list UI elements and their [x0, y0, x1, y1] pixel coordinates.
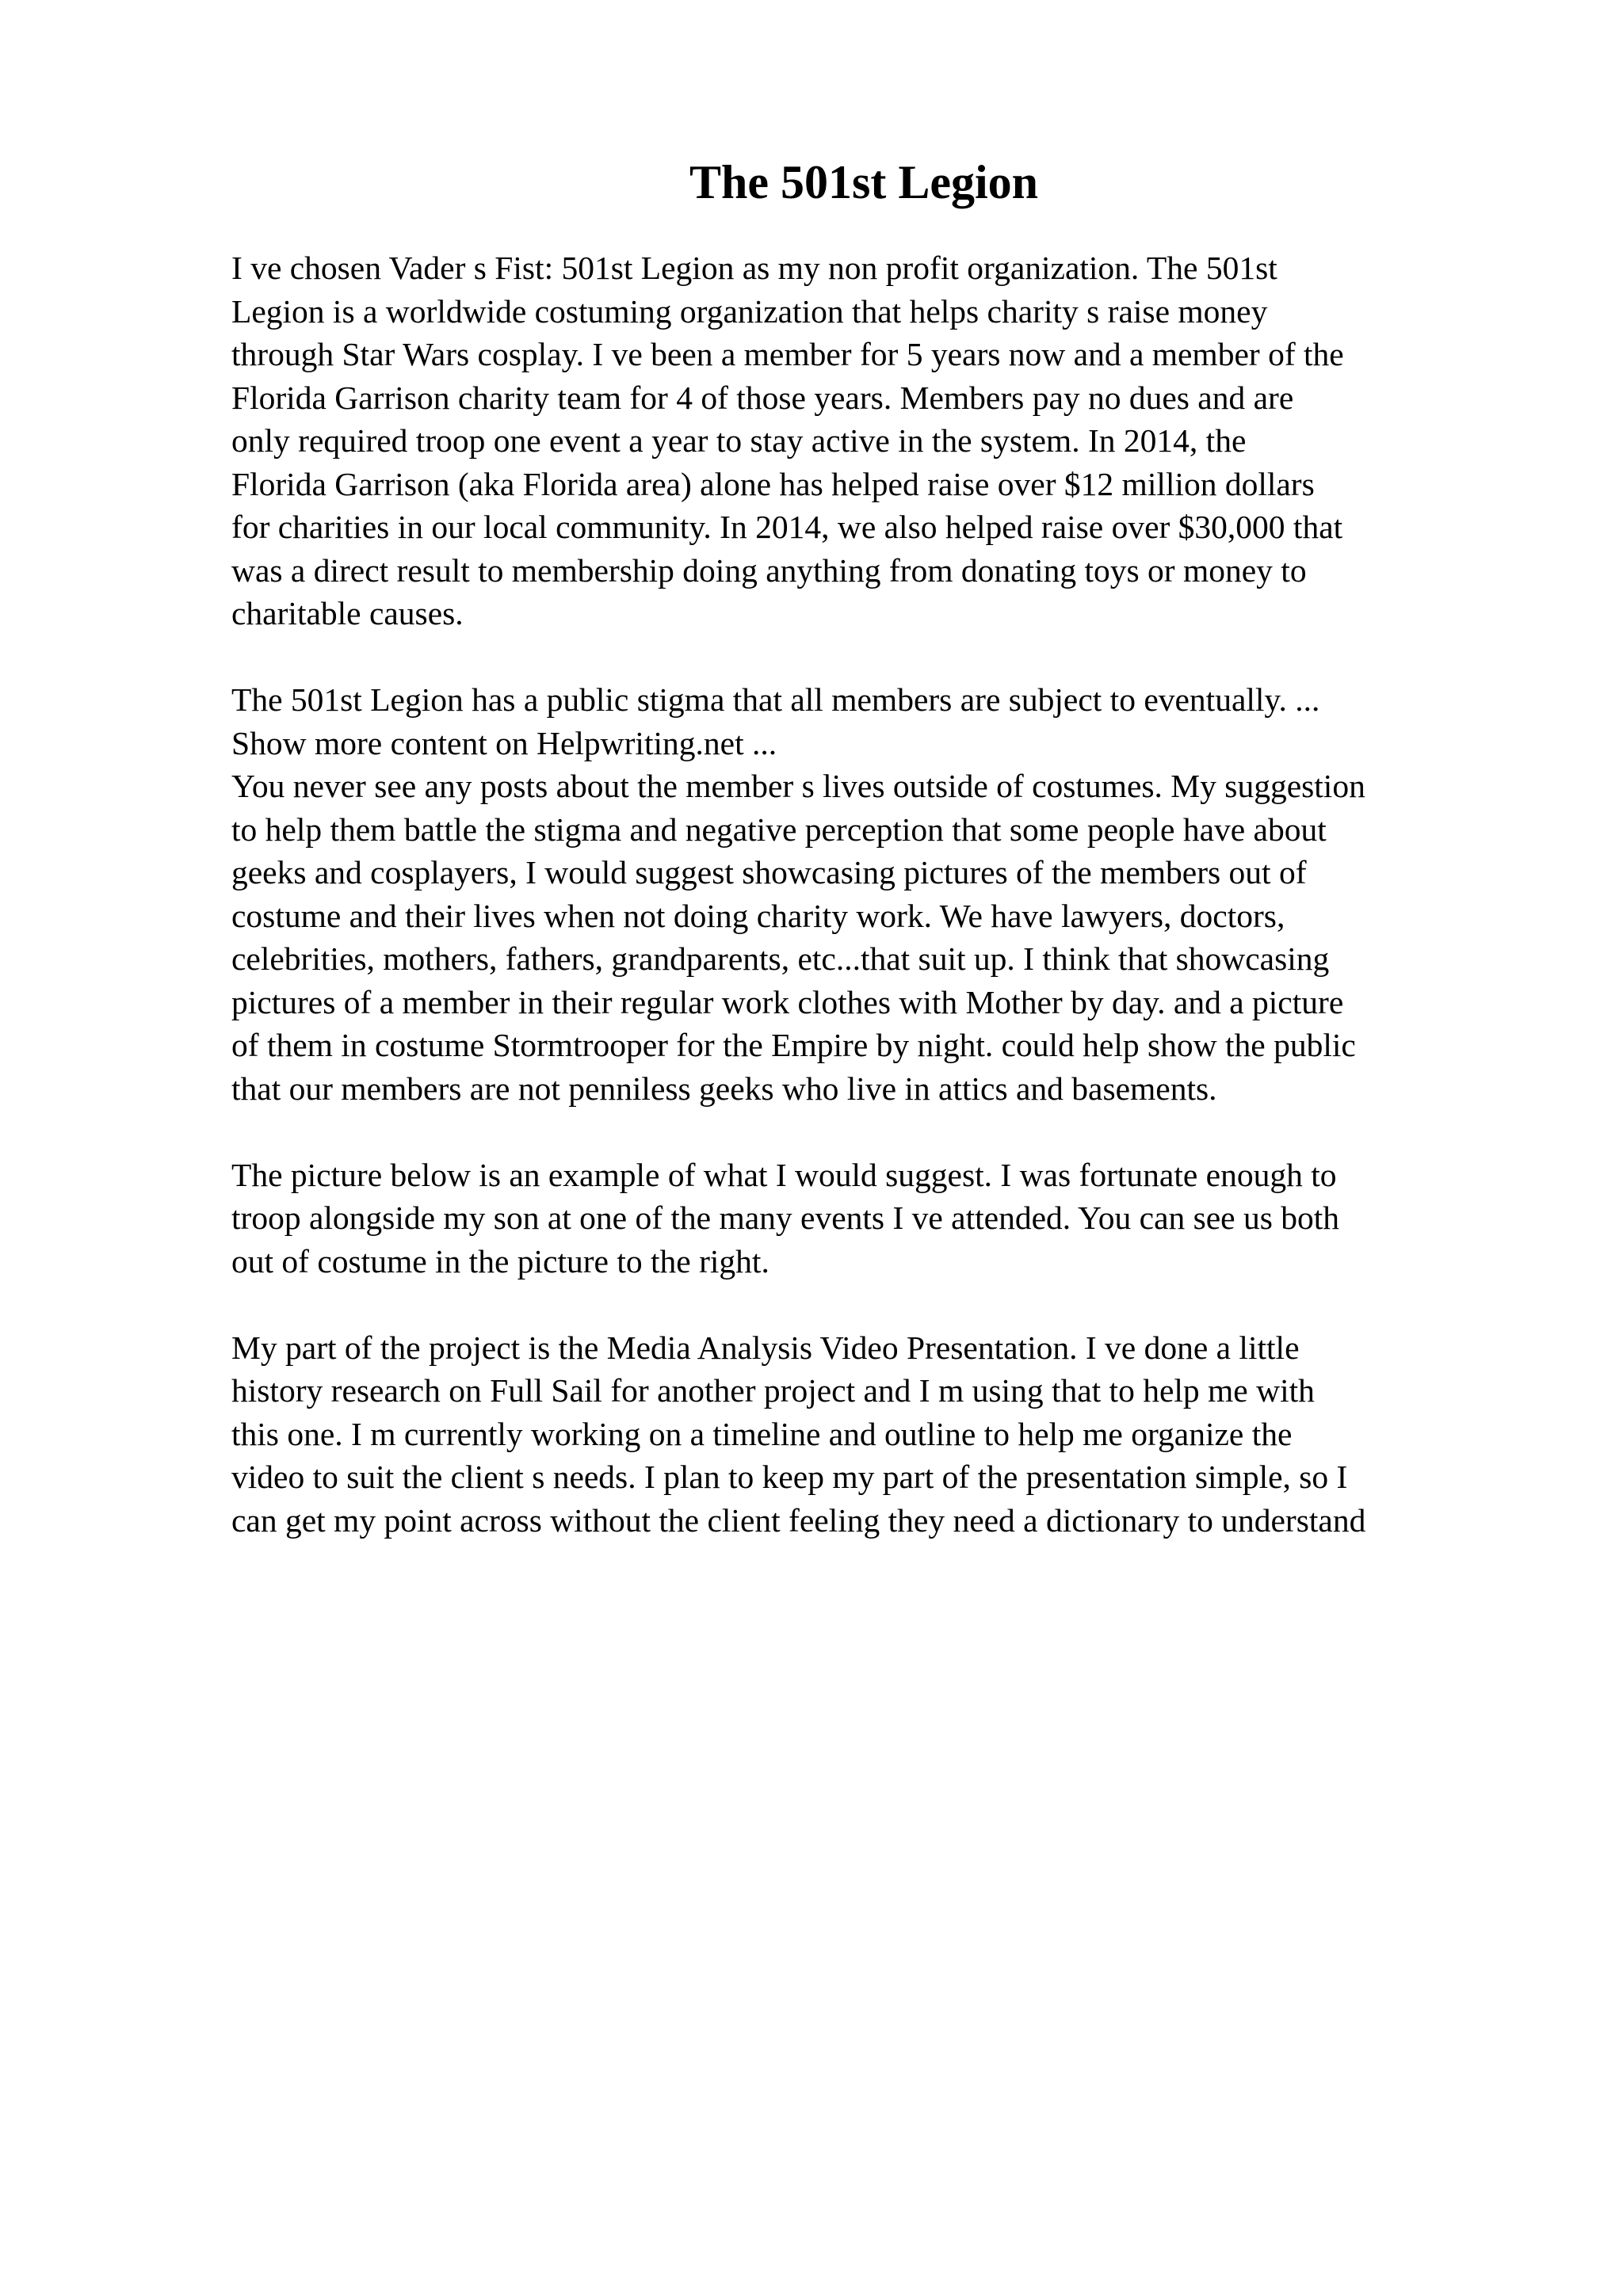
text-line: pictures of a member in their regular work clothes with Mother by day. and a picture — [231, 983, 1344, 1020]
text-line: of them in costume Stormtrooper for the Empire by night. could help show the public — [231, 1027, 1356, 1063]
text-line: celebrities, mothers, fathers, grandparents, etc...that suit up. I think that showcasing — [231, 940, 1330, 977]
text-line: for charities in our local community. In 2014, we also helped raise over $30,000 that — [231, 509, 1343, 545]
text-line: The picture below is an example of what I would suggest. I was fortunate enough to — [231, 1156, 1337, 1193]
text-line: can get my point across without the client feeling they need a dictionary to understand — [231, 1501, 1366, 1539]
text-line: to help them battle the stigma and negative perception that some people have about — [231, 810, 1327, 848]
paragraph-spacer — [231, 1283, 1563, 1326]
text-line: history research on Full Sail for another project and I m using that to help me with — [231, 1372, 1315, 1409]
paragraph-spacer — [231, 635, 1563, 679]
text-line: only required troop one event a year to stay active in the system. In 2014, the — [231, 422, 1247, 459]
text-line: video to suit the client s needs. I plan to keep my part of the presentation simple, so I — [231, 1459, 1348, 1495]
text-line: that our members are not penniless geeks who live in attics and basements. — [231, 1070, 1217, 1107]
text-line: troop alongside my son at one of the many events I ve attended. You can see us both — [231, 1199, 1340, 1236]
paragraph-spacer — [231, 1110, 1563, 1154]
paragraph-4 — [231, 1326, 1563, 1543]
text-line: was a direct result to membership doing anything from donating toys or money to — [231, 551, 1307, 589]
text-line: through Star Wars cosplay. I ve been a member for 5 years now and a member of the — [231, 336, 1344, 372]
paragraph-2 — [231, 678, 1563, 1110]
paragraph-1 — [231, 246, 1563, 635]
show-more-link[interactable]: Show more content on Helpwriting.net ... — [231, 724, 777, 761]
text-line: My part of the project is the Media Analysis Video Presentation. I ve done a little — [231, 1329, 1300, 1366]
text-line: this one. I m currently working on a timeline and outline to help me organize the — [231, 1415, 1293, 1452]
text-line: Florida Garrison charity team for 4 of those years. Members pay no dues and are — [231, 379, 1294, 416]
text-line: Legion is a worldwide costuming organization that helps charity s raise money — [231, 292, 1268, 330]
document-body — [231, 246, 1563, 1542]
text-line: charitable causes. — [231, 595, 464, 631]
text-line: costume and their lives when not doing charity work. We have lawyers, doctors, — [231, 897, 1285, 934]
text-line: I ve chosen Vader s Fist: 501st Legion as my non profit organization. The 501st — [231, 250, 1277, 286]
document-title: The 501st Legion — [689, 156, 1039, 208]
text-line: The 501st Legion has a public stigma that all members are subject to eventually. ... — [231, 681, 1320, 718]
text-line: You never see any posts about the member s lives outside of costumes. My suggestion — [231, 768, 1365, 804]
text-line: Florida Garrison (aka Florida area) alone has helped raise over $12 million dollars — [231, 465, 1315, 502]
text-line: out of costume in the picture to the right. — [231, 1242, 769, 1280]
paragraph-3 — [231, 1154, 1563, 1283]
text-line: geeks and cosplayers, I would suggest showcasing pictures of the members out of — [231, 854, 1307, 891]
